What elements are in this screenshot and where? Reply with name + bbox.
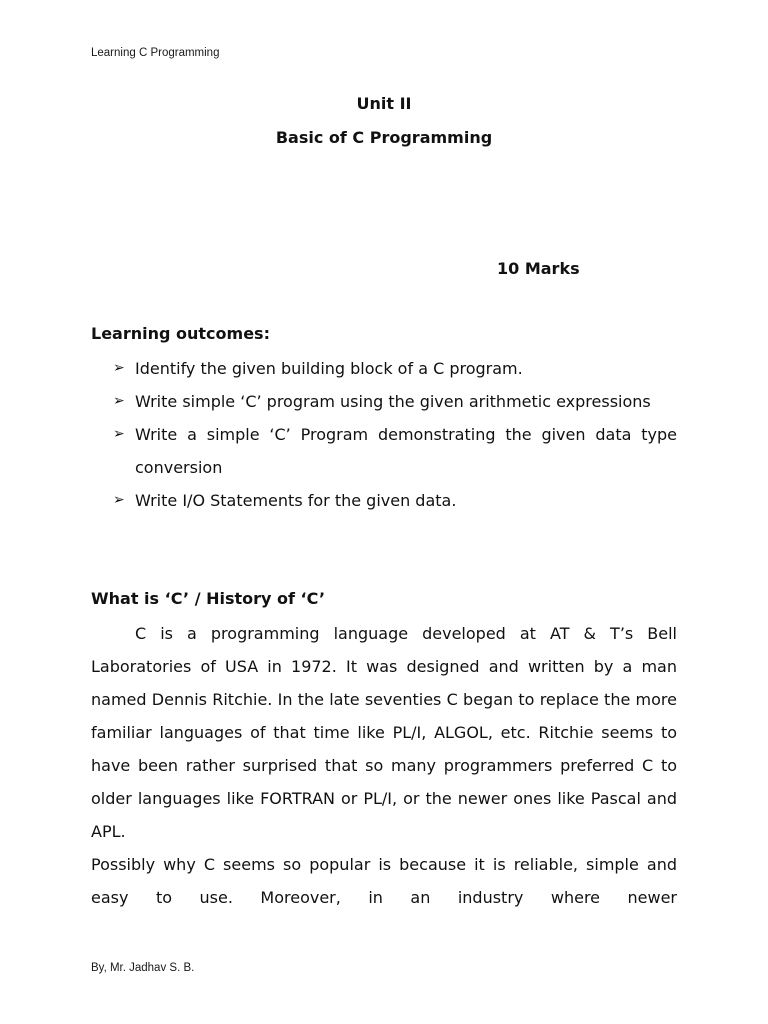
- learning-outcomes-heading: Learning outcomes:: [91, 324, 270, 343]
- list-item: [91, 385, 677, 418]
- list-item: [91, 418, 677, 484]
- chapter-title: Basic of C Programming: [275, 128, 493, 147]
- list-item: [91, 352, 677, 385]
- list-item-text: Identify the given building block of a C program.: [135, 359, 523, 378]
- marks-label: 10 Marks: [497, 259, 580, 278]
- history-heading: What is ‘C’ / History of ‘C’: [91, 589, 326, 608]
- arrow-bullet-icon: ➢: [113, 360, 125, 376]
- list-item: [91, 484, 677, 517]
- list-item-text: Write I/O Statements for the given data.: [135, 491, 457, 510]
- history-paragraph: C is a programming language developed at AT & T’s Bell Laboratories of USA in 1972. It was designed and written by a man named Dennis Ritchie. In the late seventies C began to replace the more familiar languages of that time like PL/I, ALGOL, etc. Ritchie seems to have been rather surprised that so many programmers preferred C to older languages like FORTRAN or PL/I, or the newer ones like Pascal and APL.: [91, 624, 677, 841]
- unit-title: Unit II: [356, 94, 412, 113]
- history-paragraph: Possibly why C seems so popular is because it is reliable, simple and easy to use. Moreover, in an industry where newer: [91, 855, 677, 907]
- list-item-text: Write simple ‘C’ program using the given arithmetic expressions: [135, 392, 651, 411]
- arrow-bullet-icon: ➢: [113, 426, 125, 442]
- page-header: Learning C Programming: [91, 47, 220, 59]
- page-footer: By, Mr. Jadhav S. B.: [91, 962, 195, 974]
- arrow-bullet-icon: ➢: [113, 492, 125, 508]
- history-body: [91, 617, 677, 914]
- arrow-bullet-icon: ➢: [113, 393, 125, 409]
- list-item-text: Write a simple ‘C’ Program demonstrating the given data type conversion: [135, 425, 677, 477]
- learning-outcomes-list: [91, 352, 677, 517]
